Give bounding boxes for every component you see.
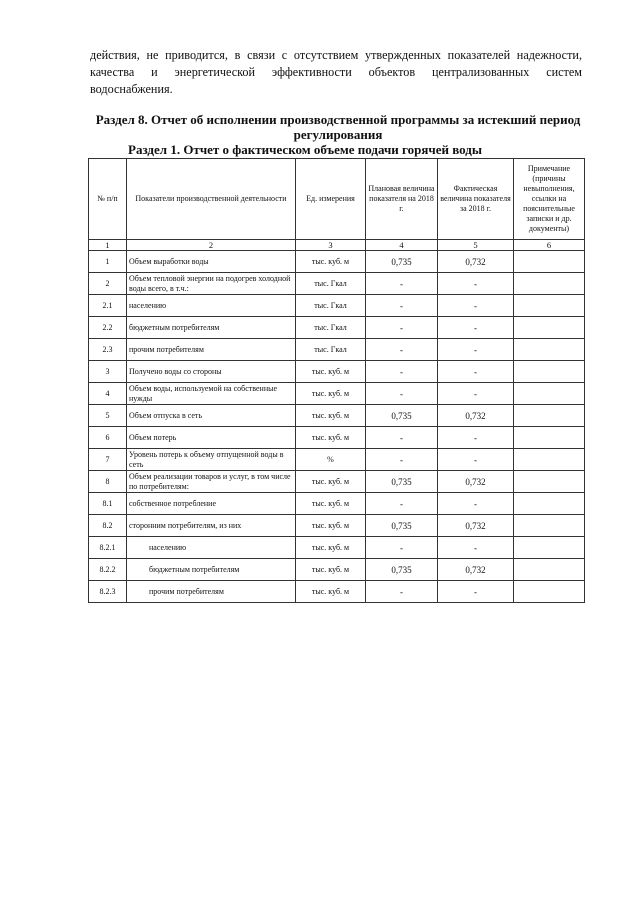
row-unit: тыс. Гкал [296, 295, 366, 317]
row-indicator-name: Объем воды, используемой на собственные нужды [127, 383, 296, 405]
column-number: 1 [89, 240, 127, 251]
row-fact-value: - [438, 317, 514, 339]
column-header-unit: Ед. измерения [296, 159, 366, 240]
row-unit: % [296, 449, 366, 471]
row-note [514, 427, 585, 449]
row-plan-value: - [366, 295, 438, 317]
table-row [89, 317, 585, 339]
row-indicator-name: бюджетным потребителям [127, 317, 296, 339]
column-number-row [89, 240, 585, 251]
row-note [514, 361, 585, 383]
row-plan-value: - [366, 449, 438, 471]
row-fact-value: - [438, 537, 514, 559]
row-fact-value: - [438, 361, 514, 383]
row-note [514, 581, 585, 603]
row-plan-value: 0,735 [366, 251, 438, 273]
table-row [89, 471, 585, 493]
intro-paragraph: действия, не приводится, в связи с отсутствием утвержденных показателей надежности, качества и энергетической эффективности объектов централизованных систем водоснабжения. [90, 48, 582, 96]
row-plan-value: - [366, 383, 438, 405]
section-title: Раздел 8. Отчет об исполнении производственной программы за истекший период регулирования [95, 112, 581, 142]
column-header-note: Примечание (причины невыполнения, ссылки на пояснительные записки и др. документы) [514, 159, 585, 240]
row-plan-value: - [366, 427, 438, 449]
row-note [514, 515, 585, 537]
row-indicator-name: Уровень потерь к объему отпущенной воды в сеть [127, 449, 296, 471]
row-number: 8 [89, 471, 127, 493]
table-row [89, 383, 585, 405]
table-title: Раздел 1. Отчет о фактическом объеме подачи горячей воды [128, 142, 482, 157]
row-unit: тыс. куб. м [296, 515, 366, 537]
table-header-row [89, 159, 585, 240]
row-plan-value: - [366, 273, 438, 295]
row-indicator-name: населению [127, 295, 296, 317]
row-number: 8.1 [89, 493, 127, 515]
row-unit: тыс. куб. м [296, 251, 366, 273]
row-fact-value: 0,732 [438, 405, 514, 427]
table-row [89, 559, 585, 581]
column-number: 6 [514, 240, 585, 251]
row-note [514, 559, 585, 581]
row-plan-value: - [366, 339, 438, 361]
table-row [89, 581, 585, 603]
row-note [514, 449, 585, 471]
row-fact-value: - [438, 581, 514, 603]
hot-water-report-table [88, 158, 585, 603]
row-fact-value: 0,732 [438, 471, 514, 493]
row-plan-value: - [366, 317, 438, 339]
row-unit: тыс. куб. м [296, 537, 366, 559]
row-fact-value: - [438, 383, 514, 405]
row-fact-value: - [438, 339, 514, 361]
row-number: 8.2.2 [89, 559, 127, 581]
row-unit: тыс. куб. м [296, 471, 366, 493]
row-note [514, 537, 585, 559]
row-unit: тыс. куб. м [296, 405, 366, 427]
row-number: 1 [89, 251, 127, 273]
table-row [89, 251, 585, 273]
row-number: 6 [89, 427, 127, 449]
row-indicator-name: сторонним потребителям, из них [127, 515, 296, 537]
table-row [89, 405, 585, 427]
row-number: 2.1 [89, 295, 127, 317]
row-fact-value: - [438, 427, 514, 449]
column-header-fact: Фактическая величина показателя за 2018 г. [438, 159, 514, 240]
row-plan-value: - [366, 537, 438, 559]
row-indicator-name: собственное потребление [127, 493, 296, 515]
column-number: 3 [296, 240, 366, 251]
row-plan-value: - [366, 581, 438, 603]
table-row [89, 361, 585, 383]
row-note [514, 405, 585, 427]
row-fact-value: - [438, 449, 514, 471]
column-number: 5 [438, 240, 514, 251]
table-row [89, 427, 585, 449]
row-plan-value: - [366, 493, 438, 515]
row-indicator-name: Получено воды со стороны [127, 361, 296, 383]
row-number: 5 [89, 405, 127, 427]
row-note [514, 471, 585, 493]
row-plan-value: 0,735 [366, 559, 438, 581]
row-indicator-name: населению [127, 537, 296, 559]
row-unit: тыс. Гкал [296, 273, 366, 295]
row-plan-value: 0,735 [366, 515, 438, 537]
row-number: 2.3 [89, 339, 127, 361]
column-number: 4 [366, 240, 438, 251]
row-number: 7 [89, 449, 127, 471]
row-fact-value: 0,732 [438, 515, 514, 537]
row-note [514, 317, 585, 339]
table-row [89, 339, 585, 361]
row-fact-value: 0,732 [438, 251, 514, 273]
row-fact-value: 0,732 [438, 559, 514, 581]
row-unit: тыс. куб. м [296, 383, 366, 405]
row-note [514, 273, 585, 295]
column-header-number: № п/п [89, 159, 127, 240]
row-number: 3 [89, 361, 127, 383]
column-number: 2 [127, 240, 296, 251]
row-unit: тыс. куб. м [296, 493, 366, 515]
row-note [514, 339, 585, 361]
table-row [89, 449, 585, 471]
row-fact-value: - [438, 295, 514, 317]
row-unit: тыс. куб. м [296, 427, 366, 449]
column-header-plan: Плановая величина показателя на 2018 г. [366, 159, 438, 240]
row-unit: тыс. Гкал [296, 339, 366, 361]
row-indicator-name: Объем отпуска в сеть [127, 405, 296, 427]
row-note [514, 493, 585, 515]
row-unit: тыс. куб. м [296, 581, 366, 603]
row-indicator-name: прочим потребителям [127, 581, 296, 603]
row-note [514, 383, 585, 405]
row-indicator-name: Объем тепловой энергии на подогрев холодной воды всего, в т.ч.: [127, 273, 296, 295]
table-row [89, 515, 585, 537]
row-unit: тыс. куб. м [296, 361, 366, 383]
row-plan-value: - [366, 361, 438, 383]
row-number: 4 [89, 383, 127, 405]
row-plan-value: 0,735 [366, 405, 438, 427]
table-row [89, 273, 585, 295]
table-row [89, 295, 585, 317]
table-row [89, 493, 585, 515]
row-indicator-name: Объем реализации товаров и услуг, в том числе по потребителям: [127, 471, 296, 493]
row-indicator-name: Объем потерь [127, 427, 296, 449]
row-number: 2.2 [89, 317, 127, 339]
row-indicator-name: бюджетным потребителям [127, 559, 296, 581]
row-plan-value: 0,735 [366, 471, 438, 493]
row-unit: тыс. Гкал [296, 317, 366, 339]
row-fact-value: - [438, 273, 514, 295]
row-number: 8.2 [89, 515, 127, 537]
row-indicator-name: прочим потребителям [127, 339, 296, 361]
table-body [89, 251, 585, 603]
table-row [89, 537, 585, 559]
row-unit: тыс. куб. м [296, 559, 366, 581]
row-number: 8.2.1 [89, 537, 127, 559]
column-header-indicator: Показатели производственной деятельности [127, 159, 296, 240]
row-number: 8.2.3 [89, 581, 127, 603]
row-number: 2 [89, 273, 127, 295]
row-indicator-name: Объем выработки воды [127, 251, 296, 273]
row-fact-value: - [438, 493, 514, 515]
row-note [514, 295, 585, 317]
row-note [514, 251, 585, 273]
